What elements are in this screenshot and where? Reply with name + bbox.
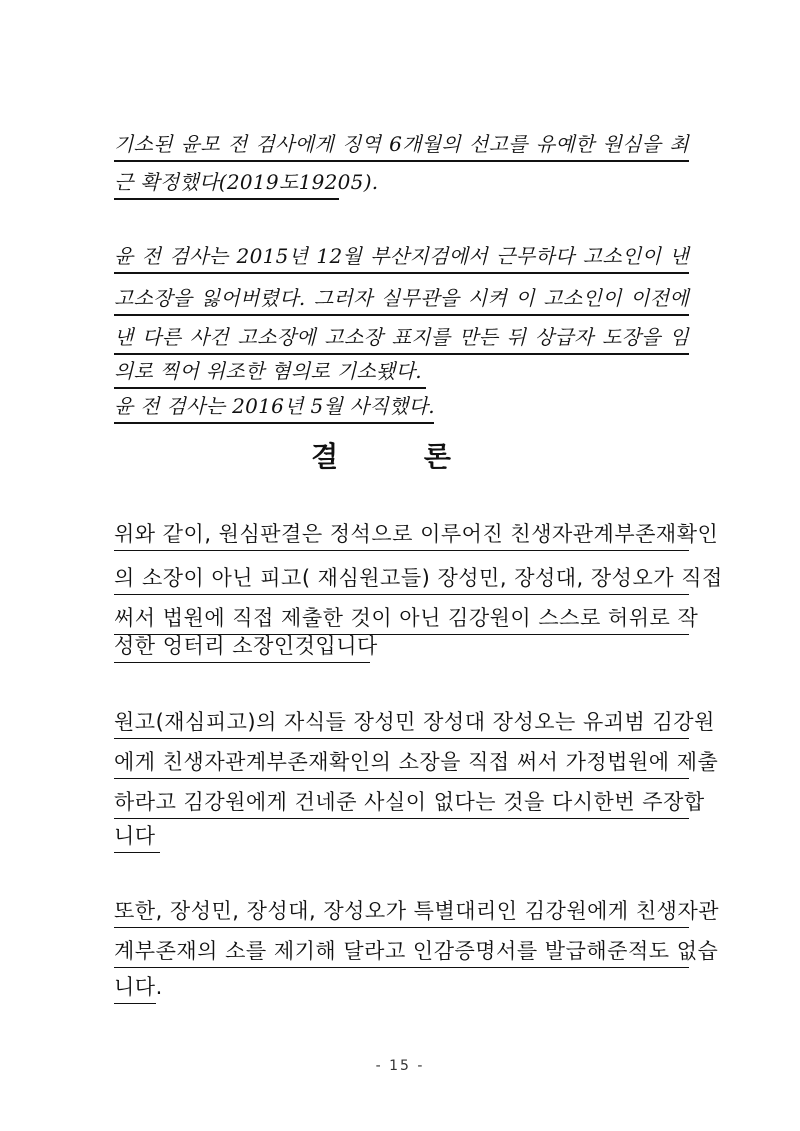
quote-line: 고소장을 잃어버렸다. 그러자 실무관을 시켜 이 고소인이 이전에 [114,282,689,316]
body-line: 계부존재의 소를 제기해 달라고 인감증명서를 발급해준적도 없습 [114,935,689,968]
conclusion-heading: 결 론 [311,440,489,473]
quote-line: 낸 다른 사건 고소장에 고소장 표지를 만든 뒤 상급자 도장을 임 [114,321,689,355]
body-line: 에게 친생자관계부존재확인의 소장을 직접 써서 가정법원에 제출 [114,746,689,779]
body-line: 원고(재심피고)의 자식들 장성민 장성대 장성오는 유괴범 김강원 [114,706,689,739]
body-line: 또한, 장성민, 장성대, 장성오가 특별대리인 김강원에게 친생자관 [114,895,689,928]
page-number: - 15 - [375,1058,425,1074]
body-line: 성한 엉터리 소장인것입니다 [114,630,370,663]
quote-line: 의로 찍어 위조한 혐의로 기소됐다. [114,355,426,389]
body-line: 의 소장이 아닌 피고( 재심원고들) 장성민, 장성대, 장성오가 직접 [114,562,689,595]
quote-line: 윤 전 검사는 2016년 5월 사직했다. [114,390,434,424]
quote-line: 기소된 윤모 전 검사에게 징역 6개월의 선고를 유예한 원심을 최 [114,128,689,162]
quote-line: 윤 전 검사는 2015년 12월 부산지검에서 근무하다 고소인이 낸 [114,240,689,274]
body-line: 하라고 김강원에게 건네준 사실이 없다는 것을 다시한번 주장합 [114,786,689,819]
body-line: 써서 법원에 직접 제출한 것이 아닌 김강원이 스스로 허위로 작 [114,602,689,635]
quote-line: 근 확정했다(2019도19205). [114,166,339,200]
body-line: 니다. [114,971,156,1004]
body-line: 위와 같이, 원심판결은 정석으로 이루어진 친생자관계부존재확인 [114,518,689,551]
body-line: 니다 [114,820,160,853]
